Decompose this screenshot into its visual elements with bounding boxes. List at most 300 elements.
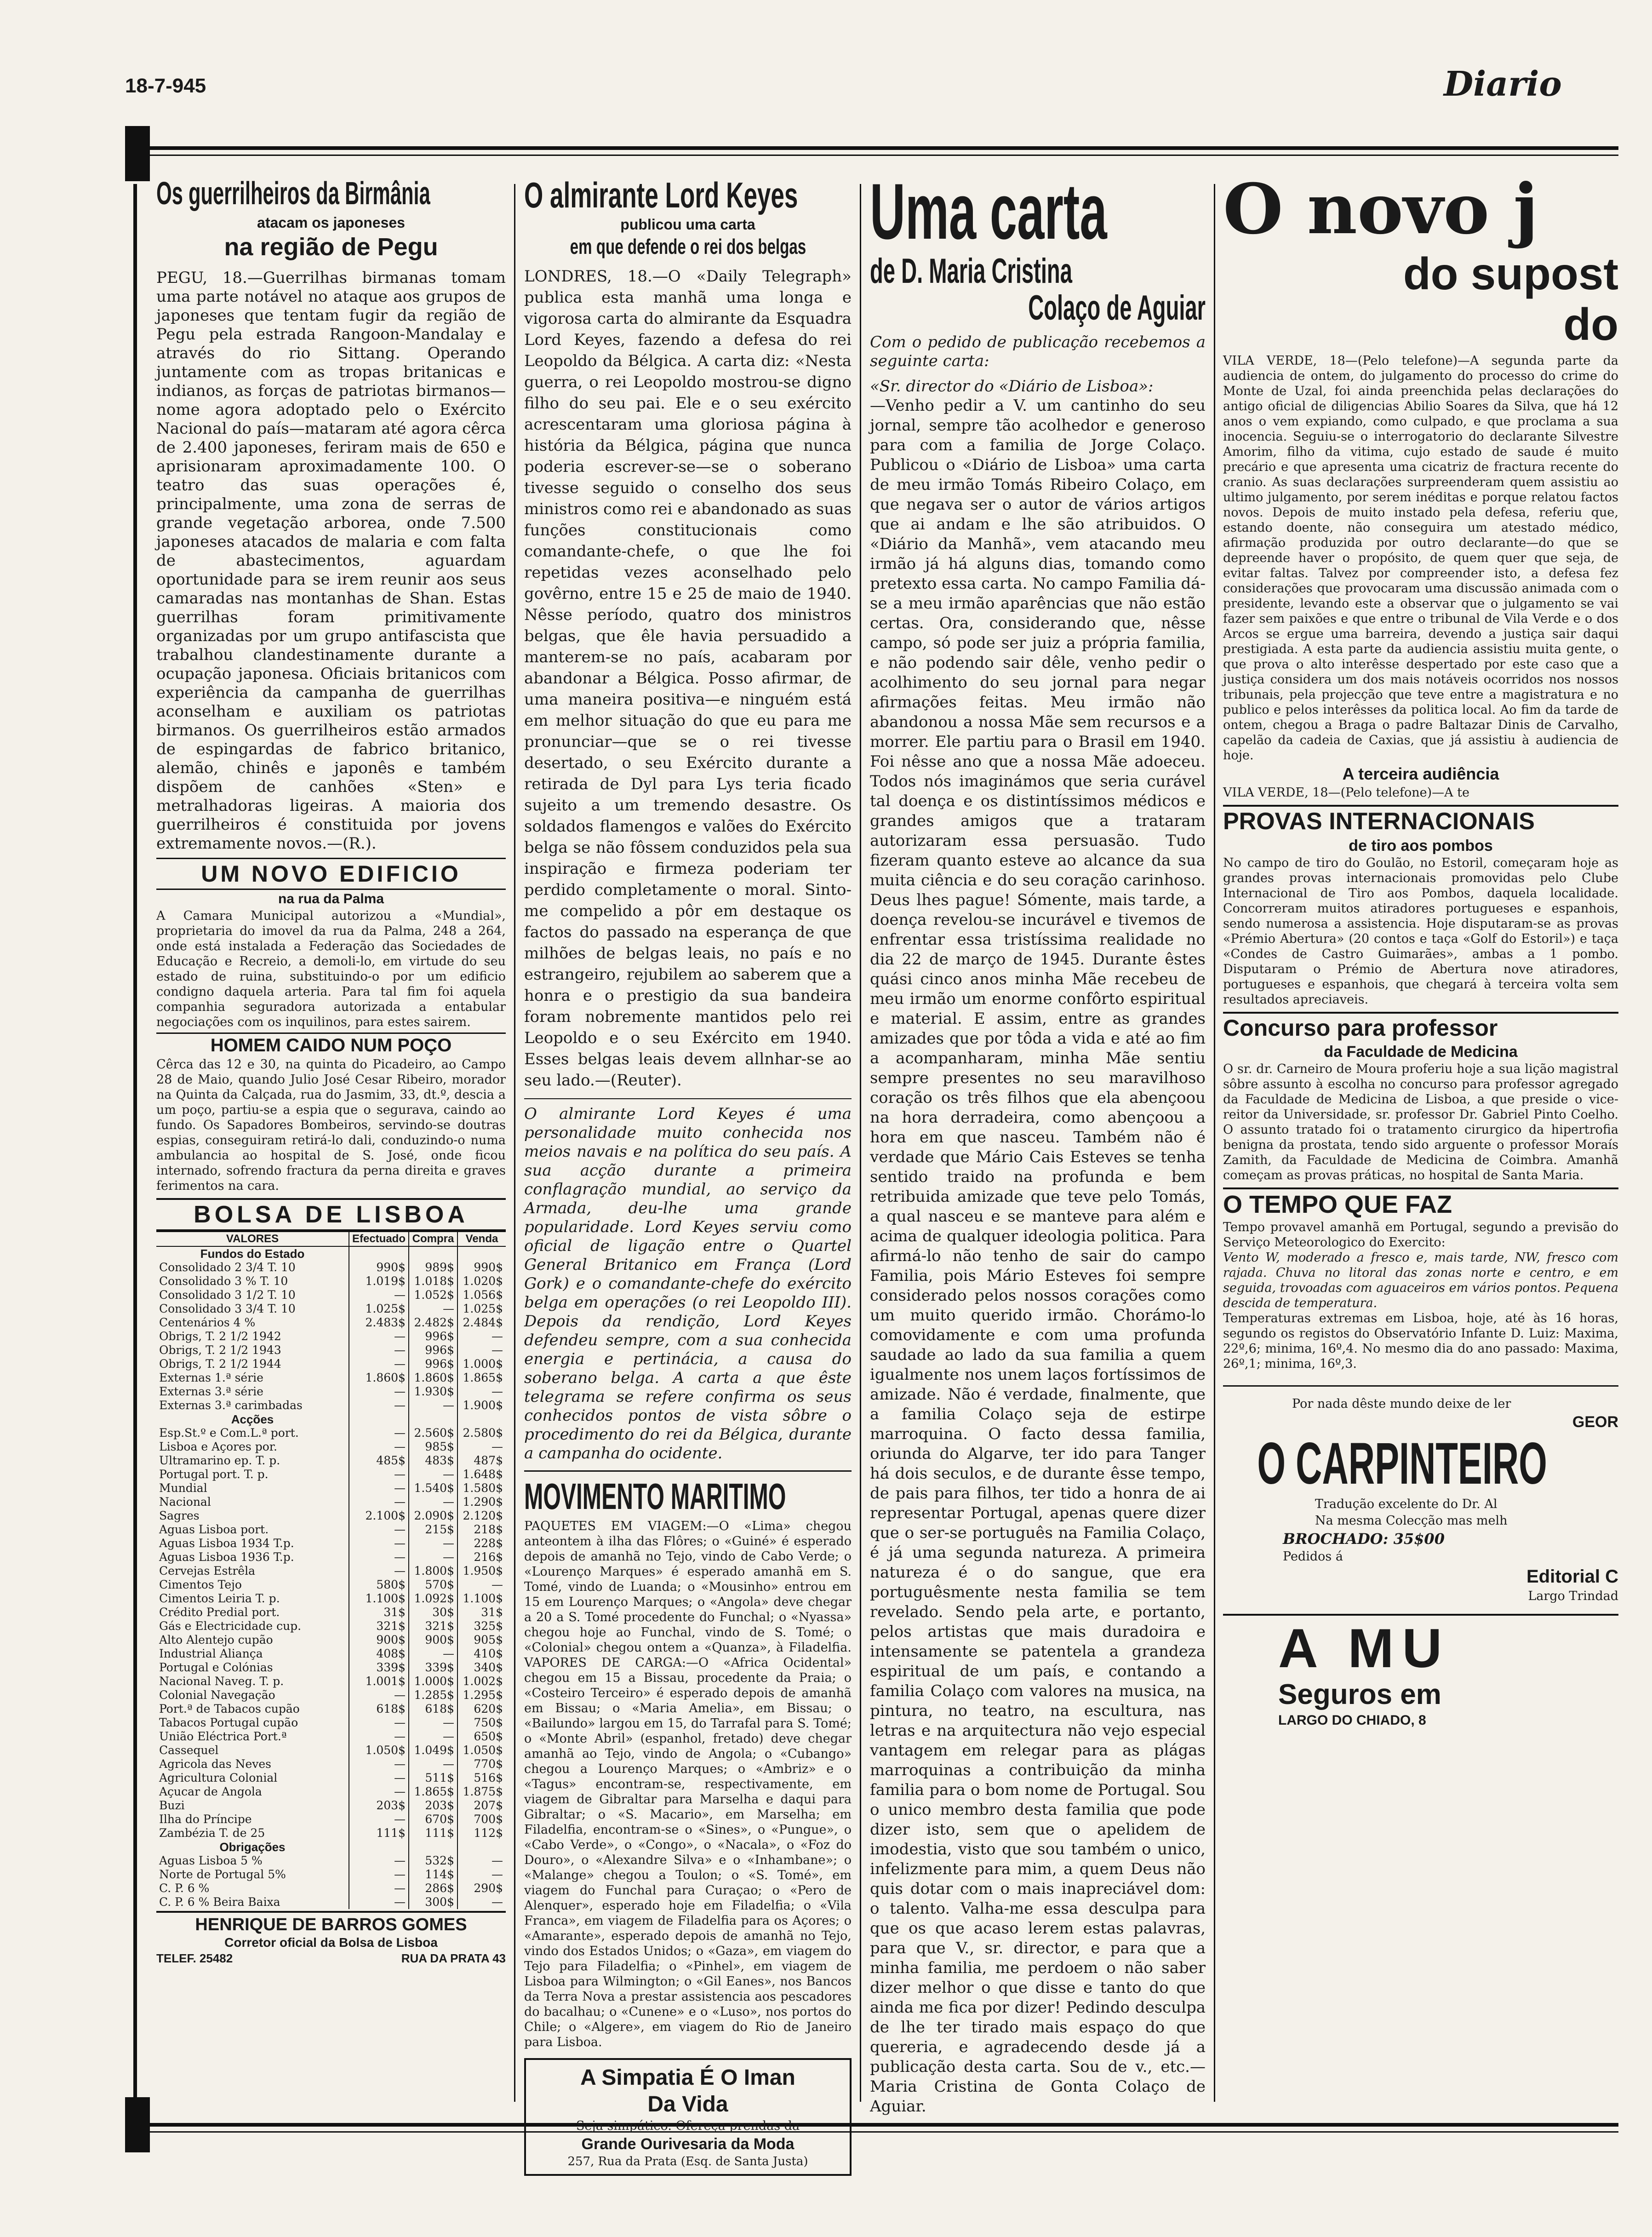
bolsa-cell-venda: — (457, 1868, 506, 1881)
edificio-body: A Camara Municipal autorizou a «Mundial», proprietaria do imovel da rua da Palma, 248 a 264, onde está instalada a Federação das Sociedades de Educação e Recreio, a demoli-lo, em virtude do seu estado de ruina, substituindo-o por um edificio condigno daquela arteria. Para tal fim foi aquela companhia seguradora autorizada a entabular negociações com os inquilinos, para estes sairem. (156, 909, 506, 1029)
bolsa-cell-valor: Agricultura Colonial (159, 1771, 278, 1784)
bolsa-cell-efectuado: — (349, 1495, 409, 1509)
col3-headline: Uma carta (870, 167, 1107, 256)
bolsa-cell-valor: Buzi (159, 1799, 185, 1812)
bolsa-cell-efectuado: — (349, 1385, 409, 1399)
col-sep-1 (514, 184, 515, 2102)
column-1 (156, 175, 506, 2106)
bolsa-cell-venda: 2.120$ (457, 1509, 506, 1523)
book-price: BROCHADO: 35$00 (1283, 1530, 1445, 1548)
bolsa-cell-compra: 339$ (409, 1661, 457, 1675)
book-title: O CARPINTEIRO (1257, 1431, 1547, 1497)
col3-body: —Venho pedir a V. um cantinho do seu jornal, sempre tão acolhedor e generoso para com a familia de Jorge Colaço. Publicou o «Diário de Lisboa» uma carta de meu irmão Tomás Ribeiro Colaço, em que negava ser o autor de vários artigos que ai andam e lhe são atribuidos. O «Diário da Manhã», vem atacando meu irmão já há alguns dias, tomando como pretexto essa carta. No campo Familia dá-se a meu irmão aparências que não estão certas. Ora, considerando que, nêsse campo, só pode ser juiz a própria familia, e não podendo sair dêle, venho pedir o acolhimento do seu jornal para negar afirmações feitas. Meu irmão não abandonou a nossa Mãe sem recursos e a morrer. Ele partiu para o Brasil em 1940. Foi nêsse ano que a nossa Mãe adoeceu. Todos nós imaginámos que seria curável tal doença e os distintíssimos médicos e grandes amigos que a trataram autorizaram essa persuasão. Tudo fizeram quanto esteve ao alcance da sua muita ciência e do seu coração carinhoso. Deus lhes pague! Sómente, mais tarde, a doença revelou-se incurável e tivemos de enfrentar essa tristíssima realidade no dia 22 de março de 1945. Durante êstes quási cinco anos minha Mãe recebeu de meu irmão um enorme confôrto espiritual e material. E assim, entre as grandes amizades que por tôda a vida e até ao fim a acompanharam, minha Mãe sentiu sempre presentes no seu maravilhoso coração os três filhos que ela abençoou na hora derradeira, como abençoou a hora em que nasceu. Também não é verdade que Mário Cais Esteves se tenha sentido traido na profunda e bem retribuida amizade que teve pelo Tomás, a qual nasceu e se manteve para além e acima de qualquer ideologia politica. Para afirmá-lo não tenho de sair do campo Familia, pois Mário Esteves foi sempre considerado pelos nossos corações como um muito querido irmão. Chorámo-lo comovidamente e com uma profunda saudade ao lado da sua familia a quem igualmente nos unem laços fortíssimos de amizade. Não é verdade, finalmente, que a familia Colaço seja de estirpe marroquina. O facto dessa familia, oriunda do Algarve, ter ido para Tanger há dois seculos, e de durante êsse tempo, de pais para filhos, ter tido a honra de ai representar Portugal, apenas quere dizer que o ser-se português na Familia Colaço, é já uma segunda natureza. A primeira natureza é o do sangue, que era portuguêsmente nesta familia se tem revelado. Sendo pela arte, e portanto, pelos artistas que mais duradoira e intensamente se patentela a grandeza espiritual de um país, e contando a familia Colaço com valores na musica, na pintura, no teatro, na escultura, nas letras e na arquitectura não vejo especial vantagem em relegar para as plágas marroquinas a contribuição da minha familia para o bom nome de Portugal. Sou o unico membro desta familia que pode dizer isto, sem que o apelidem de imodestia, visto que sou também o unico, infelizmente para mim, a quem Deus não quis dotar com o mais inapreciável dom: o talento. Valha-me essa desculpa para que os que acaso lerem estas palavras, para que V., sr. director, e para que a minha familia, me perdoem o não saber dizer melhor o que disse e tanto do que ainda me fica por dizer! Pedindo desculpa de lhe ter tirado mais espaço do que quereria, e agradecendo desde já a publicação desta carta. Sou de v., etc.—Maria Cristina de Gonta Colaço de Aguiar. (870, 396, 1206, 2116)
bolsa-cell-venda: 218$ (457, 1523, 506, 1537)
bolsa-section-name: Obrigações (219, 1840, 286, 1854)
bolsa-cell-valor: Agricola das Neves (159, 1757, 272, 1771)
bolsa-cell-valor: Aguas Lisboa 1934 T.p. (159, 1537, 294, 1550)
bolsa-cell-valor: Tabacos Portugal cupão (159, 1716, 298, 1729)
bolsa-header-efectuado: Efectuado (349, 1232, 409, 1246)
bolsa-cell-valor: Ilha do Príncipe (159, 1813, 252, 1826)
bolsa-cell-compra: 1.865$ (409, 1785, 457, 1799)
bolsa-row (156, 1868, 506, 1881)
bolsa-row (156, 1633, 506, 1647)
bolsa-cell-valor: Colonial Navegação (159, 1688, 275, 1702)
edificio-title: UM NOVO EDIFICIO (201, 861, 461, 887)
book-line2: Na mesma Colecção mas melh (1315, 1514, 1508, 1528)
bolsa-cell-valor: Obrigs, T. 2 1/2 1943 (159, 1343, 281, 1357)
bolsa-cell-efectuado: 1.025$ (349, 1302, 409, 1316)
bolsa-cell-venda: — (457, 1385, 506, 1399)
bolsa-cell-valor: Consolidado 3 % T. 10 (159, 1274, 288, 1288)
bolsa-cell-efectuado: — (349, 1330, 409, 1343)
edificio-title-box (156, 858, 506, 890)
bolsa-row (156, 1757, 506, 1771)
bolsa-cell-valor: Aguas Lisboa 1936 T.p. (159, 1550, 294, 1564)
bolsa-cell-valor: Crédito Predial port. (159, 1606, 280, 1619)
bolsa-row (156, 1302, 506, 1316)
bolsa-cell-compra: 1.000$ (409, 1675, 457, 1688)
bolsa-row (156, 1399, 506, 1412)
bolsa-cell-compra: 618$ (409, 1702, 457, 1716)
bolsa-row (156, 1288, 506, 1302)
bolsa-header-compra: Compra (409, 1232, 457, 1246)
bolsa-cell-venda: 228$ (457, 1537, 506, 1550)
col4-headline: O novo j (1223, 169, 1538, 250)
bolsa-cell-valor: Obrigs, T. 2 1/2 1942 (159, 1330, 281, 1343)
bolsa-cell-venda: 1.950$ (457, 1564, 506, 1578)
bolsa-row (156, 1495, 506, 1509)
bolsa-row (156, 1426, 506, 1440)
bolsa-header-valores: VALORES (156, 1232, 349, 1246)
bolsa-cell-compra: — (409, 1537, 457, 1550)
bolsa-cell-efectuado: — (349, 1481, 409, 1495)
bolsa-cell-efectuado: — (349, 1357, 409, 1371)
provas-title-box (1223, 805, 1618, 836)
bolsa-row (156, 1619, 506, 1633)
bolsa-cell-valor: Industrial Aliança (159, 1647, 263, 1660)
bolsa-cell-venda: 31$ (457, 1606, 506, 1619)
bolsa-cell-compra: 511$ (409, 1771, 457, 1785)
bolsa-cell-valor: Aguas Lisboa 5 % (159, 1854, 263, 1867)
book-publisher: Editorial C (1526, 1566, 1618, 1587)
bolsa-cell-compra: 111$ (409, 1826, 457, 1840)
simpatia-title1: A Simpatia É O Iman (580, 2065, 795, 2090)
bolsa-cell-valor: Ultramarino ep. T. p. (159, 1454, 280, 1467)
bolsa-cell-efectuado: 339$ (349, 1661, 409, 1675)
bolsa-section-empty (409, 1840, 457, 1854)
bolsa-cell-valor: Zambézia T. de 25 (159, 1826, 265, 1840)
bolsa-cell-efectuado: 1.100$ (349, 1592, 409, 1606)
bolsa-cell-venda: 1.020$ (457, 1274, 506, 1288)
bolsa-cell-efectuado: 580$ (349, 1578, 409, 1592)
bolsa-row (156, 1468, 506, 1481)
bolsa-cell-valor: Externas 3.ª série (159, 1385, 263, 1398)
terceira-title: A terceira audiência (1342, 764, 1499, 783)
bolsa-cell-efectuado: 408$ (349, 1647, 409, 1661)
bolsa-cell-valor: Açucar de Angola (159, 1785, 262, 1798)
bolsa-cell-compra: 996$ (409, 1357, 457, 1371)
bolsa-cell-valor: Sagres (159, 1509, 200, 1522)
bolsa-cell-valor: Portugal e Colónias (159, 1661, 273, 1674)
bolsa-cell-compra: 1.092$ (409, 1592, 457, 1606)
bolsa-row (156, 1730, 506, 1744)
bolsa-cell-venda: 1.056$ (457, 1288, 506, 1302)
bolsa-cell-efectuado: — (349, 1523, 409, 1537)
bolsa-cell-venda: 1.050$ (457, 1744, 506, 1757)
col3-subhead2: Colaço de Aguiar (1028, 288, 1206, 327)
bolsa-cell-efectuado: — (349, 1564, 409, 1578)
bolsa-row (156, 1661, 506, 1675)
bolsa-cell-efectuado: 990$ (349, 1261, 409, 1274)
book-pre: Por nada dêste mundo deixe de ler (1292, 1397, 1511, 1411)
bolsa-row (156, 1440, 506, 1454)
simpatia-ad (524, 2058, 852, 2176)
bolsa-cell-venda: 216$ (457, 1550, 506, 1564)
bolsa-cell-venda: 1.865$ (457, 1371, 506, 1385)
bottom-rule-thick (125, 2123, 1618, 2127)
bolsa-cell-valor: Norte de Portugal 5% (159, 1868, 286, 1881)
bolsa-cell-efectuado: 485$ (349, 1454, 409, 1468)
bolsa-cell-compra: 1.540$ (409, 1481, 457, 1495)
column-4 (1223, 170, 1618, 2106)
col1-headline: Os guerrilheiros da Birmânia (156, 175, 430, 211)
bolsa-section-row (156, 1412, 506, 1426)
bolsa-cell-valor: Centenários 4 % (159, 1316, 256, 1329)
bolsa-cell-compra: — (409, 1468, 457, 1481)
bolsa-cell-efectuado: 321$ (349, 1619, 409, 1633)
bolsa-cell-efectuado: — (349, 1730, 409, 1744)
bolsa-cell-venda: 2.484$ (457, 1316, 506, 1330)
col1-subhead-small: atacam os japoneses (257, 214, 405, 231)
bolsa-cell-venda: 290$ (457, 1881, 506, 1895)
tempo-italic: Vento W, moderado a fresco e, mais tarde, NW, fresco com rajada. Chuva no litoral das zonas norte e centro, e em seguida, trovoadas com aguaceiros em vários pontos. Pequena descida de temperatura. (1223, 1250, 1618, 1310)
bolsa-title-box (156, 1198, 506, 1231)
bolsa-cell-valor: Mundial (159, 1481, 207, 1495)
bolsa-cell-compra: 2.482$ (409, 1316, 457, 1330)
bolsa-row (156, 1537, 506, 1550)
bolsa-cell-efectuado: — (349, 1854, 409, 1868)
bolsa-cell-efectuado: — (349, 1440, 409, 1454)
broker-line: Corretor oficial da Bolsa de Lisboa (224, 1935, 438, 1950)
maritimo-title: MOVIMENTO MARITIMO (524, 1476, 786, 1517)
seguros-ad (1223, 1614, 1618, 1730)
bolsa-cell-compra: 985$ (409, 1440, 457, 1454)
bolsa-cell-venda: — (457, 1578, 506, 1592)
concurso-title: Concurso para professor (1223, 1015, 1498, 1041)
seguros-addr: LARGO DO CHIADO, 8 (1278, 1713, 1426, 1728)
bolsa-cell-compra: 1.930$ (409, 1385, 457, 1399)
provas-subtitle: de tiro aos pombos (1349, 837, 1493, 855)
bolsa-cell-compra: 989$ (409, 1261, 457, 1274)
bolsa-cell-efectuado: — (349, 1895, 409, 1909)
col-sep-2 (860, 184, 861, 2102)
bolsa-cell-compra: 996$ (409, 1330, 457, 1343)
bolsa-cell-compra: 670$ (409, 1813, 457, 1826)
simpatia-shop: Grande Ourivesaria da Moda (581, 2135, 795, 2153)
bolsa-row (156, 1647, 506, 1661)
bolsa-cell-efectuado: — (349, 1426, 409, 1440)
bolsa-row (156, 1716, 506, 1730)
bottom-rule-thin (125, 2131, 1618, 2133)
seguros-sub: Seguros em (1278, 1679, 1441, 1710)
bolsa-cell-valor: Externas 1.ª série (159, 1371, 263, 1384)
bolsa-cell-venda: 1.290$ (457, 1495, 506, 1509)
bolsa-row (156, 1785, 506, 1799)
bolsa-cell-venda: 340$ (457, 1661, 506, 1675)
bolsa-row (156, 1854, 506, 1868)
bolsa-cell-valor: Esp.St.º e Com.L.ª port. (159, 1426, 299, 1440)
concurso-subtitle: da Faculdade de Medicina (1324, 1043, 1518, 1061)
bolsa-cell-efectuado: 111$ (349, 1826, 409, 1840)
bolsa-cell-valor: Lisboa e Açores por. (159, 1440, 277, 1453)
col2-subhead-large: em que defende o rei dos belgas (570, 235, 806, 258)
col1-subhead-large: na região de Pegu (224, 233, 438, 261)
bolsa-cell-valor: Port.ª de Tabacos cupão (159, 1702, 300, 1715)
bolsa-row (156, 1261, 506, 1274)
bolsa-cell-valor: C. P. 6 % Beira Baixa (159, 1895, 280, 1909)
top-rule-thin (125, 155, 1618, 156)
bolsa-cell-efectuado: — (349, 1868, 409, 1881)
bolsa-row (156, 1343, 506, 1357)
bolsa-row (156, 1550, 506, 1564)
bolsa-cell-compra: — (409, 1550, 457, 1564)
bolsa-row (156, 1316, 506, 1330)
bolsa-section-empty (409, 1412, 457, 1426)
poco-title: HOMEM CAIDO NUM POÇO (210, 1035, 452, 1055)
bolsa-section-empty (457, 1840, 506, 1854)
bolsa-cell-venda: 770$ (457, 1757, 506, 1771)
bolsa-cell-venda: — (457, 1895, 506, 1909)
bolsa-cell-efectuado: 1.001$ (349, 1675, 409, 1688)
col3-salutation: «Sr. director do «Diário de Lisboa»: (870, 377, 1154, 396)
bolsa-section-name: Acções (231, 1412, 274, 1426)
bolsa-section-empty (409, 1246, 457, 1261)
bolsa-cell-compra: 570$ (409, 1578, 457, 1592)
bolsa-row (156, 1606, 506, 1619)
bolsa-row (156, 1592, 506, 1606)
corner-block-top (125, 126, 150, 181)
bolsa-cell-efectuado: — (349, 1343, 409, 1357)
simpatia-title2: Da Vida (647, 2092, 728, 2117)
bolsa-cell-compra: 30$ (409, 1606, 457, 1619)
bolsa-cell-venda: 325$ (457, 1619, 506, 1633)
broker-ad (156, 1911, 506, 1966)
col2-italic-note: O almirante Lord Keyes é uma personalidade muito conhecida nos meios navais e na política do seu país. A sua acção durante a primeira conflagração mundial, ao serviço da Armada, deu-lhe uma grande popularidade. Lord Keyes serviu como oficial de ligação entre o Quartel General Britanico em França (Lord Gork) e o comandante-chefe do exército belga em operações (o rei Leopoldo III). Depois da rendição, Lord Keyes defendeu sempre, com a sua conhecida energia e pertinácia, a causa do soberano belga. A carta a que êste telegrama se refere confirma os seus conhecidos pontos de vista sôbre o procedimento do rei da Bélgica, durante a campanha do ocidente. (524, 1105, 852, 1463)
bolsa-cell-venda: — (457, 1854, 506, 1868)
bolsa-cell-compra: 1.285$ (409, 1688, 457, 1702)
bolsa-cell-efectuado: 2.483$ (349, 1316, 409, 1330)
col-sep-3 (1214, 184, 1215, 2102)
date-line: 18-7-945 (125, 75, 206, 97)
bolsa-cell-efectuado: — (349, 1468, 409, 1481)
bolsa-cell-compra: — (409, 1495, 457, 1509)
col2-body: LONDRES, 18.—O «Daily Telegraph» publica esta manhã uma longa e vigorosa carta do almirante da Esquadra Lord Keyes, fazendo a defesa do rei Leopoldo da Bélgica. A carta diz: «Nesta guerra, o rei Leopoldo mostrou-se digno filho do seu pai. Ele e o seu exército acrescentaram uma gloriosa página à história da Bélgica, página que nunca poderia escrever-se—se o soberano tivesse seguido o conselho dos seus ministros como rei e abandonado as suas funções constitucionais como comandante-chefe, o que lhe foi repetidas vezes aconselhado pelo govêrno, entre 15 e 25 de maio de 1940. Nêsse período, quatro dos ministros belgas, que êle havia persuadido a manterem-se no país, acabaram por abandonar a Bélgica. Posso afirmar, de uma maneira positiva—e ninguém está em melhor situação do que eu para me pronunciar—que se o rei tivesse desertado, o seu Exército durante a retirada de Dyl para Lys teria ficado sujeito a um tremendo desastre. Os soldados flamengos e valões do Exército belga se não fôssem conduzidos pela sua inspiração e firmeza poderiam ter perdido completamente o moral. Sinto-me compelido a pôr em destaque os factos do passado na esperança de que milhões de belgas leais, no país e no estrangeiro, rejubilem ao saberem que a honra e o prestigio da sua bandeira foram nobremente mantidos pelo rei Leopoldo e o seu Exército em 1940. Esses belgas leais devem allnhar-se ao seu lado.—(Reuter). (524, 267, 852, 1090)
bolsa-cell-venda: 2.580$ (457, 1426, 506, 1440)
broker-address: RUA DA PRATA 43 (401, 1951, 506, 1965)
bolsa-cell-efectuado: — (349, 1771, 409, 1785)
bolsa-cell-compra: 286$ (409, 1881, 457, 1895)
bolsa-cell-venda: 1.295$ (457, 1688, 506, 1702)
bolsa-cell-efectuado: 1.019$ (349, 1274, 409, 1288)
bolsa-cell-efectuado: 31$ (349, 1606, 409, 1619)
bolsa-cell-venda: — (457, 1343, 506, 1357)
bolsa-cell-venda: 516$ (457, 1771, 506, 1785)
bolsa-cell-compra: 900$ (409, 1633, 457, 1647)
bolsa-row (156, 1578, 506, 1592)
tempo-title-box (1223, 1187, 1618, 1220)
bolsa-cell-venda: 1.648$ (457, 1468, 506, 1481)
bolsa-cell-compra: — (409, 1399, 457, 1412)
bolsa-row (156, 1813, 506, 1826)
top-rule-thick (125, 146, 1618, 150)
bolsa-cell-compra: 532$ (409, 1854, 457, 1868)
poco-body: Cêrca das 12 e 30, na quinta do Picadeiro, ao Campo 28 de Maio, quando Julio José Cesar Ribeiro, morador na Quinta da Calçada, rua do Jasmim, 33, dt.º, descia a um poço, partiu-se a espia que o segurava, caindo ao fundo. Os Sapadores Bombeiros, servindo-se doutras espias, conseguiram retirá-lo dali, conduzindo-o numa ambulancia ao hospital de S. José, onde ficou internado, sofrendo fractura da perna direita e graves ferimentos na cara. (156, 1057, 506, 1193)
bolsa-row (156, 1771, 506, 1785)
bolsa-cell-compra: 1.860$ (409, 1371, 457, 1385)
corner-block-bottom (125, 2097, 150, 2152)
bolsa-cell-valor: Consolidado 3 3/4 T. 10 (159, 1302, 296, 1315)
bolsa-section-empty (349, 1246, 409, 1261)
bolsa-cell-valor: Cimentos Leiria T. p. (159, 1592, 280, 1605)
bolsa-row (156, 1826, 506, 1840)
maritimo-body: PAQUETES EM VIAGEM:—O «Lima» chegou anteontem à ilha das Flôres; o «Guiné» é esperado depois de amanhã no Tejo, vindo de Cabo Verde; o «Lourenço Marques» é esperado amanhã em S. Tomé, vindo de Luanda; o «Mousinho» entrou em 15 em Lourenço Marques; o «Angola» deve chegar a 20 a S. Tomé procedente do Funchal; o «Nyassa» chegou hoje ao Funchal, vindo de S. Tomé; o «Colonial» chegou ontem a «Quanza», à Filadelfia. VAPORES DE CARGA:—O «Africa Ocidental» chegou em 15 a Bissau, procedente da Praia; o «Costeiro Terceiro» é esperado depois de amanhã em Bissau; o «Maria Amelia», em Bissau; o «Bailundo» largou em 15, do Tarrafal para S. Tomé; o «Monte Abril» (espanhol, fretado) deve chegar amanhã ao Tejo, vindo de Angola; o «Cubango» chegou a Lourenço Marques; o «Ambriz» e o «Tagus» encontram-se, respectivamente, em viagem de Gibraltar para Marselha e daqui para Gibraltar; o «S. Macario», em Marselha; em Filadelfia, encontram-se o «Sines», o «Pungue», o «Cabo Verde», o «Congo», o «Nacala», o «Foz do Douro», o «Alexandre Silva» e o «Inhambane»; o «Malange» chegou a Toulon; o «S. Tomé», em viagem do Funchal para Curaçao; o «Pero de Alenquer», esperado hoje em Filadelfia; o «Vila Franca», em viagem de Filadelfia para os Açores; o «Amarante», esperado depois de amanhã no Tejo, vindo dos Estados Unidos; o «Gaza», em viagem do Tejo para Filadelfia; o «Pinhel», em viagem de Lisboa para Wilmington; o «Gil Eanes», nos Bancos da Terra Nova a prestar assistencia aos pescadores do bacalhau; o «Cunene» e o «Luso», nos portos do Chile; o «Algere», em viagem do Rio de Janeiro para Lisboa. (524, 1519, 852, 2049)
bolsa-cell-compra: 300$ (409, 1895, 457, 1909)
bolsa-cell-venda: 620$ (457, 1702, 506, 1716)
bolsa-cell-efectuado: — (349, 1288, 409, 1302)
bolsa-cell-efectuado: 203$ (349, 1799, 409, 1813)
left-border (133, 184, 137, 2097)
bolsa-row (156, 1274, 506, 1288)
simpatia-address: 257, Rua da Prata (Esq. de Santa Justa) (567, 2155, 808, 2168)
bolsa-cell-efectuado: 1.860$ (349, 1371, 409, 1385)
col4-body: VILA VERDE, 18—(Pelo telefone)—A segunda parte da audiencia de ontem, do julgamento do processo do crime do Monte de Uzal, foi ainda preenchida pelas declarações do antigo oficial de diligencias Abilio Soares da Silva, que há 12 anos o vem expiando, como culpado, e que proclama a sua inocencia. Seguiu-se o interrogatorio do declarante Silvestre Amorim, filho da vitima, cujo estado de saude é muito precário e que apresenta uma cicatriz de fractura recente do cranio. As suas declarações surpreenderam quem assistiu ao ultimo julgamento, por serem inéditas e porque relatou factos novos. Depois de muito instado pela defesa, referiu que, estando doente, não conseguira um atestado médico, afirmação produzida por outro declarante—do que se depreende haver o propósito, de quem quer que seja, de evitar faltas. Talvez por compreender isto, a defesa fez considerações que provocaram uma discussão animada com o presidente, levando este a observar que o julgamento se vai fazer sem paixões e que entre o tribunal de Vila Verde e o dos Arcos se ergue uma barreira, devendo a justiça sair daqui prestigiada. A esta parte da audiencia assistiu muita gente, o que prova o alto interêsse despertado por este caso que a justiça considera um dos mais notáveis ocorridos nos nossos tribunais, pela projecção que teve entre a magistratura e no publico e pelos interêsses da politica local. Ao fim da tarde de ontem, chegou a Braga o padre Baltazar Dinis de Carvalho, capelão da cadeia de Caxias, que já assistiu à audiencia de hoje. (1223, 354, 1618, 763)
bolsa-section-empty (349, 1840, 409, 1854)
bolsa-cell-venda: 905$ (457, 1633, 506, 1647)
bolsa-section-row (156, 1840, 506, 1854)
bolsa-row (156, 1744, 506, 1757)
bolsa-cell-venda: 650$ (457, 1730, 506, 1744)
bolsa-cell-valor: Cervejas Estrêla (159, 1564, 255, 1577)
bolsa-cell-venda: 1.002$ (457, 1675, 506, 1688)
col4-subhead: do supost (1403, 248, 1618, 299)
bolsa-section-empty (457, 1412, 506, 1426)
bolsa-cell-compra: — (409, 1757, 457, 1771)
bolsa-cell-venda: 1.025$ (457, 1302, 506, 1316)
bolsa-cell-valor: Consolidado 3 1/2 T. 10 (159, 1288, 296, 1302)
bolsa-title: BOLSA DE LISBOA (194, 1201, 469, 1228)
broker-name: HENRIQUE DE BARROS GOMES (195, 1915, 467, 1934)
bolsa-row (156, 1675, 506, 1688)
column-3 (870, 167, 1206, 2116)
bolsa-row (156, 1564, 506, 1578)
bolsa-cell-valor: Nacional Naveg. T. p. (159, 1675, 284, 1688)
concurso-title-box (1223, 1012, 1618, 1042)
bolsa-cell-efectuado: 1.050$ (349, 1744, 409, 1757)
book-orders: Pedidos á (1283, 1549, 1343, 1564)
paper-name: Diario (1444, 64, 1562, 104)
bolsa-cell-valor: União Eléctrica Port.ª (159, 1730, 287, 1743)
bolsa-cell-venda: 1.000$ (457, 1357, 506, 1371)
bolsa-cell-valor: Alto Alentejo cupão (159, 1633, 273, 1646)
bolsa-cell-venda: 410$ (457, 1647, 506, 1661)
col1-body: PEGU, 18.—Guerrilhas birmanas tomam uma parte notável no ataque aos grupos de japoneses que tentam fugir da região de Pegu pela estrada Rangoon-Mandalay e através do rio Sittang. Operando juntamente com as tropas britanicas e indianos, as forças de patriotas birmanos—nome agora adoptado pelo o Exército Nacional do país—mataram até agora cêrca de 2.400 japoneses, feriram mais de 650 e aprisionaram aproximadamente 100. O teatro das suas operações é, principalmente, uma zona de serras de grande vegetação arborea, onde 7.500 japoneses atacados de malaria e com falta de abastecimentos, aguardam oportunidade para se irem reunir aos seus camaradas nas montanhas de Shan. Estas guerrilhas foram primitivamente organizadas por um grupo antifascista que trabalhou clandestinamente durante a ocupação japonesa. Oficiais britanicos com experiência da campanha de guerrilhas aconselham e auxiliam os patriotas birmanos. Os guerrilheiros estão armados de espingardas de fabrico britanico, alemão, chinês e japonês e também dispõem de canhões «Sten» e metralhadoras ligeiras. A maioria dos guerrilheiros é constituida por jovens extremamente novos.—(R.). (156, 269, 506, 853)
bolsa-cell-venda: 207$ (457, 1799, 506, 1813)
bolsa-section-empty (457, 1246, 506, 1261)
bolsa-cell-venda: — (457, 1440, 506, 1454)
bolsa-cell-valor: Portugal port. T. p. (159, 1468, 269, 1481)
bolsa-cell-compra: 2.560$ (409, 1426, 457, 1440)
concurso-body: O sr. dr. Carneiro de Moura proferiu hoje a sua lição magistral sôbre assunto à escolha no concurso para professor agregado da Faculdade de Medicina de Lisboa, a que preside o vice-reitor da Universidade, sr. professor Dr. Gabriel Pinto Coelho. O assunto tratado foi o tratamento cirurgico da hipertrofia benigna da prostata, tendo sido arguente o professor Moraís Zamith, da Faculdade de Medicina de Coimbra. Amanhã começam as provas práticas, no hospital de Santa Maria. (1223, 1062, 1618, 1182)
bolsa-row (156, 1799, 506, 1813)
bolsa-row (156, 1881, 506, 1895)
bolsa-cell-efectuado: — (349, 1757, 409, 1771)
bolsa-section-name: Fundos do Estado (200, 1247, 305, 1261)
bolsa-row (156, 1509, 506, 1523)
bolsa-cell-compra: — (409, 1716, 457, 1730)
bolsa-cell-valor: Cimentos Tejo (159, 1578, 242, 1591)
bolsa-cell-venda: 1.900$ (457, 1399, 506, 1412)
bolsa-cell-efectuado: — (349, 1716, 409, 1730)
bolsa-row (156, 1895, 506, 1909)
book-line1: Tradução excelente do Dr. Al (1315, 1497, 1498, 1511)
bolsa-cell-compra: 1.052$ (409, 1288, 457, 1302)
poco-title-box (156, 1032, 506, 1057)
bolsa-section-row (156, 1246, 506, 1261)
bolsa-cell-compra: 321$ (409, 1619, 457, 1633)
bolsa-cell-venda: 1.580$ (457, 1481, 506, 1495)
column-2 (524, 175, 852, 2168)
bolsa-cell-efectuado: 618$ (349, 1702, 409, 1716)
col3-intro: Com o pedido de publicação recebemos a seguinte carta: (870, 333, 1206, 370)
bolsa-cell-efectuado: — (349, 1813, 409, 1826)
bolsa-cell-venda: 750$ (457, 1716, 506, 1730)
terceira-body: VILA VERDE, 18—(Pelo telefone)—A te (1223, 786, 1470, 800)
bolsa-cell-compra: 1.800$ (409, 1564, 457, 1578)
bolsa-cell-venda: 990$ (457, 1261, 506, 1274)
bolsa-row (156, 1385, 506, 1399)
bolsa-cell-efectuado: — (349, 1785, 409, 1799)
bolsa-cell-compra: 2.090$ (409, 1509, 457, 1523)
tempo-title: O TEMPO QUE FAZ (1223, 1191, 1452, 1218)
bolsa-cell-compra: — (409, 1730, 457, 1744)
broker-phone: TELEF. 25482 (156, 1951, 233, 1965)
bolsa-cell-valor: Externas 3.ª carimbadas (159, 1399, 303, 1412)
tempo-body: Tempo provavel amanhã em Portugal, segundo a previsão do Serviço Meteorologico do Exercito: (1223, 1220, 1618, 1250)
bolsa-cell-efectuado: — (349, 1881, 409, 1895)
bolsa-cell-compra: 996$ (409, 1343, 457, 1357)
bolsa-cell-venda: 487$ (457, 1454, 506, 1468)
bolsa-cell-efectuado: — (349, 1550, 409, 1564)
col2-subhead-small: publicou uma carta (620, 216, 755, 233)
book-author: GEOR (1572, 1413, 1618, 1431)
bolsa-cell-valor: Nacional (159, 1495, 211, 1509)
bolsa-cell-venda: 1.875$ (457, 1785, 506, 1799)
bolsa-cell-compra: — (409, 1302, 457, 1316)
bolsa-cell-compra: 483$ (409, 1454, 457, 1468)
bolsa-cell-compra: — (409, 1647, 457, 1661)
bolsa-cell-venda: 112$ (457, 1826, 506, 1840)
bolsa-cell-efectuado: — (349, 1399, 409, 1412)
book-address: Largo Trindad (1528, 1589, 1618, 1603)
provas-body: No campo de tiro do Goulão, no Estoril, começaram hoje as grandes provas internacionais promovidas pelo Clube Internacional de Tiro aos Pombos, daquela localidade. Concorreram muitos atiradores portugueses e espanhois, sendo numerosa a assistencia. Hoje disputaram-se as provas «Prémio Abertura» (20 contos e taça «Golf do Estoril») e taça «Condes de Castro Guimarães», ambas a 1 pombo. Disputaram o Prémio de Abertura nove atiradores, portugueses e espanhois, que chegará à terceira volta sem resultados apreciaveis. (1223, 856, 1618, 1007)
bolsa-cell-valor: Gás e Electricidade cup. (159, 1619, 302, 1633)
bolsa-row (156, 1523, 506, 1537)
bolsa-cell-venda: 1.100$ (457, 1592, 506, 1606)
bolsa-cell-compra: 203$ (409, 1799, 457, 1813)
bolsa-cell-valor: Aguas Lisboa port. (159, 1523, 269, 1536)
bolsa-cell-venda: 700$ (457, 1813, 506, 1826)
col2-headline: O almirante Lord Keyes (524, 175, 798, 215)
